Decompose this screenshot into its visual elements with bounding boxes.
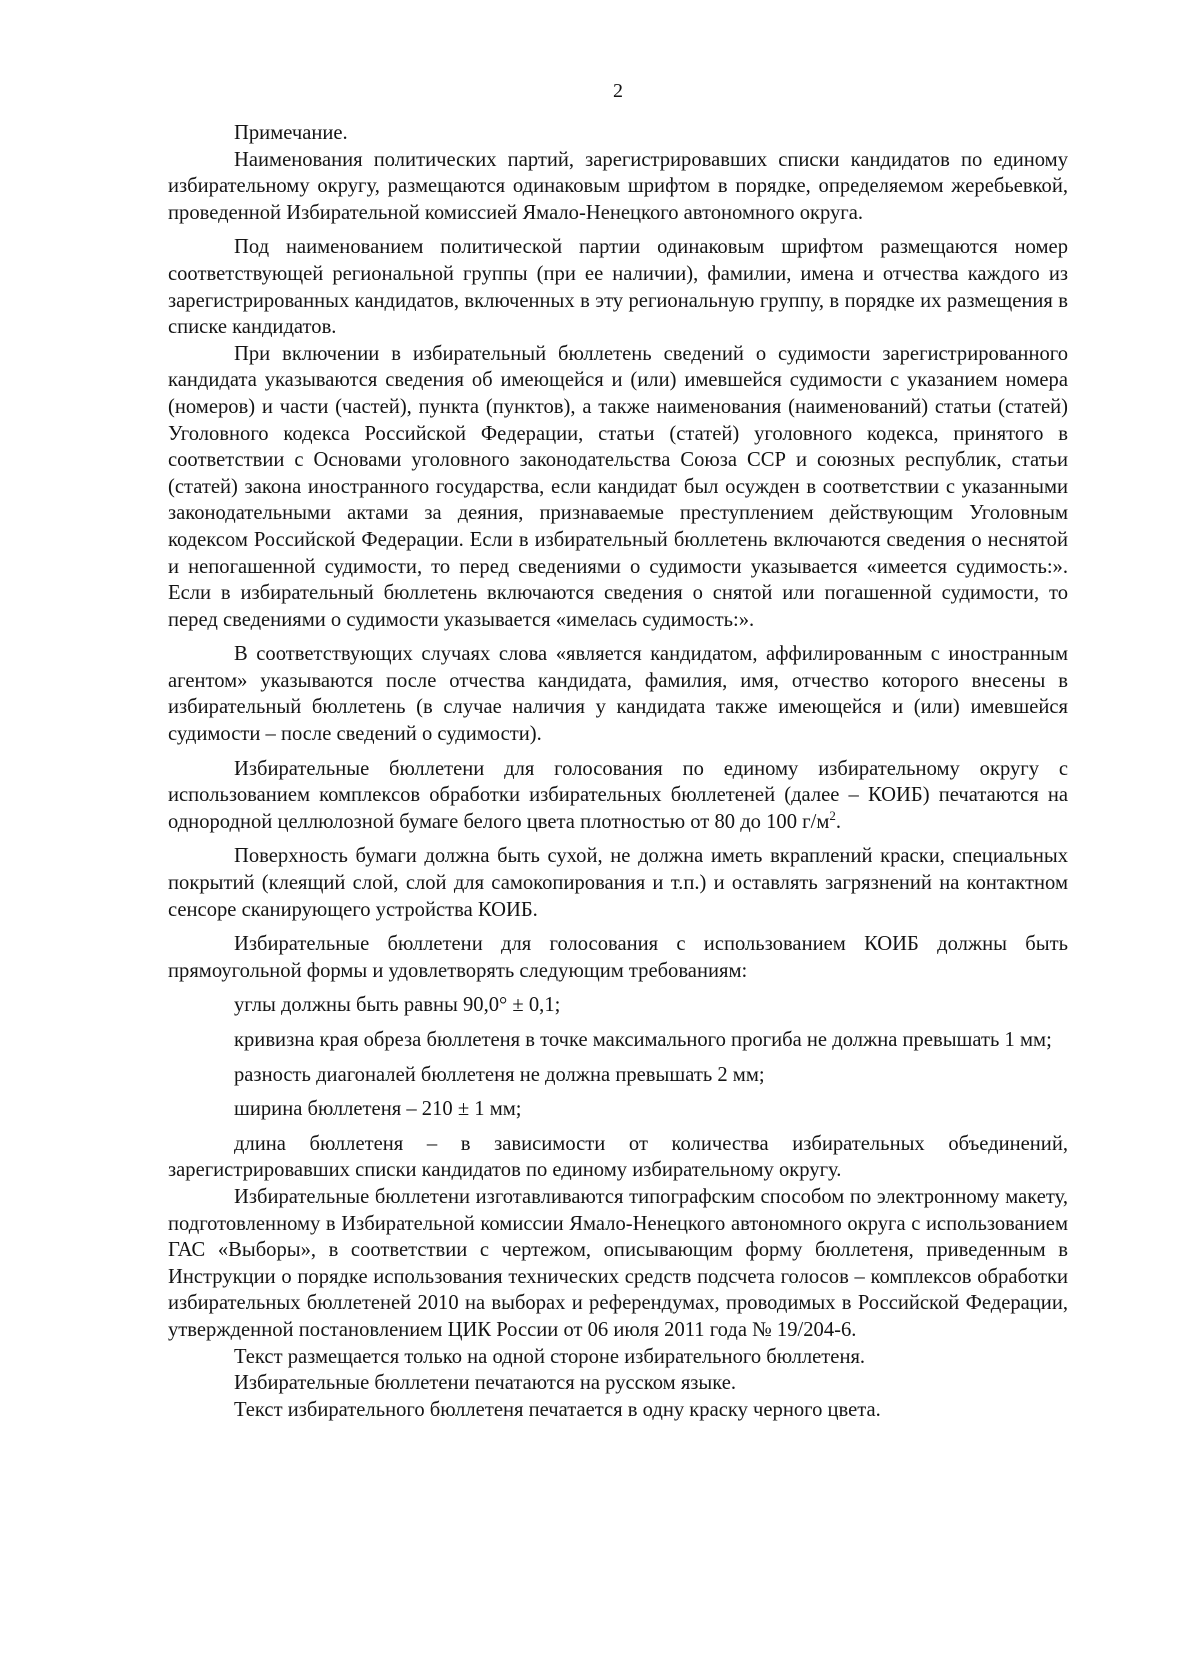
requirement-diagonals: разность диагоналей бюллетеня не должна превышать 2 мм;: [234, 1063, 765, 1086]
requirement-length: длина бюллетеня – в зависимости от количества избирательных объединений, зарегистрировавших списки кандидатов по единому избирательному округу.: [168, 1132, 1068, 1182]
density-period: .: [835, 810, 842, 833]
paper-density-text: Избирательные бюллетени для голосования по единому избирательному округу с использованием комплексов обработки избирательных бюллетеней (далее – КОИБ) печатаются на однородной целлюлозной бумаге белого цвета плотностью от 80 до 100 г/м: [168, 757, 1068, 833]
note-heading: Примечание.: [234, 122, 348, 144]
paragraph-one-side: Текст размещается только на одной стороне избирательного бюллетеня.: [234, 1345, 866, 1368]
page-number: 2: [613, 80, 623, 102]
paragraph-language: Избирательные бюллетени печатаются на русском языке.: [234, 1372, 737, 1395]
document-page: [168, 78, 1068, 1423]
requirement-width: ширина бюллетеня – 210 ± 1 мм;: [234, 1098, 522, 1121]
paragraph-printing-method: Избирательные бюллетени изготавливаются типографским способом по электронному макету, подготовленному в Избирательной комиссии Ямало-Ненецкого автономного округа с использованием ГАС «Выборы», в соответствии с чертежом, описывающим форму бюллетеня, приведенным в Инструкции о порядке использования технических средств подсчета голосов – комплексов обработки избирательных бюллетеней 2010 на выборах и референдумах, проводимых в Российской Федерации, утвержденной постановлением ЦИК России от 06 июля 2011 года № 19/204-6.: [168, 1185, 1068, 1341]
paragraph-paper-surface: Поверхность бумаги должна быть сухой, не должна иметь вкраплений краски, специальных покрытий (клеящий слой, слой для самокопирования и т.п.) и оставлять загрязнений на контактном сенсоре сканирующего устройства КОИБ.: [168, 845, 1068, 921]
paragraph-party-names: Наименования политических партий, зарегистрировавших списки кандидатов по единому избирательному округу, размещаются одинаковым шрифтом в порядке, определяемом жеребьевкой, проведенной Избирательной комиссией Ямало-Ненецкого автономного округа.: [168, 148, 1068, 224]
density-superscript: 2: [829, 807, 836, 823]
paragraph-paper-density: [168, 756, 1068, 836]
paragraph-ballot-shape: Избирательные бюллетени для голосования с использованием КОИБ должны быть прямоугольной формы и удовлетворять следующим требованиям:: [168, 933, 1068, 982]
requirement-angles: углы должны быть равны 90,0° ± 0,1;: [234, 994, 561, 1017]
paragraph-regional-groups: Под наименованием политической партии одинаковым шрифтом размещаются номер соответствующей региональной группы (при ее наличии), фамилии, имена и отчества каждого из зарегистрированных кандидатов, включенных в эту региональную группу, в порядке их размещения в списке кандидатов.: [168, 236, 1068, 339]
requirement-curvature: кривизна края обреза бюллетеня в точке максимального прогиба не должна превышать 1 мм;: [234, 1029, 1052, 1051]
paragraph-foreign-agent: В соответствующих случаях слова «является кандидатом, аффилированным с иностранным агентом» указываются после отчества кандидата, фамилия, имя, отчество которого внесены в избирательный бюллетень (в случае наличия у кандидата также имеющейся и (или) имевшейся судимости – после сведений о судимости).: [168, 643, 1068, 746]
paragraph-criminal-record: При включении в избирательный бюллетень сведений о судимости зарегистрированного кандидата указываются сведения об имеющейся и (или) имевшейся судимости с указанием номера (номеров) и части (частей), пункта (пунктов), а также наименования (наименований) статьи (статей) Уголовного кодекса Российской Федерации, статьи (статей) уголовного кодекса, принятого в соответствии с Основами уголовного законодательства Союза ССР и союзных республик, статьи (статей) закона иностранного государства, если кандидат был осужден в соответствии с указанными законодательными актами за деяния, признаваемые преступлением действующим Уголовным кодексом Российской Федерации. Если в избирательный бюллетень включаются сведения о неснятой и непогашенной судимости, то перед сведениями о судимости указывается «имеется судимость:». Если в избирательный бюллетень включаются сведения о снятой или погашенной судимости, то перед сведениями о судимости указывается «имелась судимость:».: [168, 342, 1068, 631]
paragraph-ink-color: Текст избирательного бюллетеня печатается в одну краску черного цвета.: [234, 1398, 881, 1421]
